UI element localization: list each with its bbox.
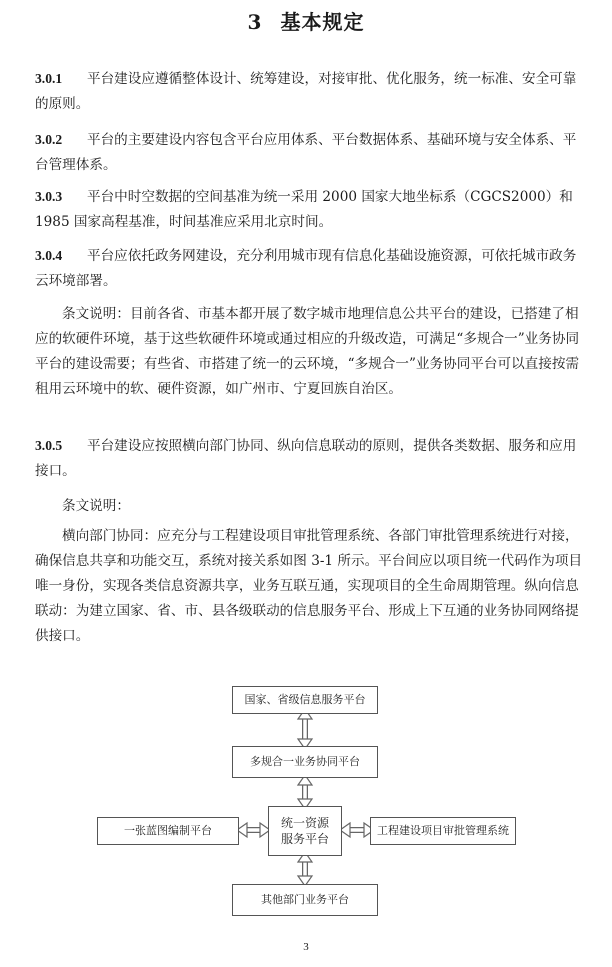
arrow-center-bottom — [298, 852, 312, 886]
arrow-top-upper — [298, 709, 312, 749]
clause-text: 平台的主要建设内容包含平台应用体系、平台数据体系、基础环境与安全体系、平台管理体系。 — [35, 132, 577, 173]
box-multi-plan-platform: 多规合一业务协同平台 — [232, 746, 378, 778]
clause-text: 平台应依托政务网建设，充分利用城市现有信息化基础设施资源，可依托城市政务云环境部署。 — [35, 248, 577, 289]
explanation-paragraph: 条文说明：目前各省、市基本都开展了数字城市地理信息公共平台的建设，已搭建了相应的软硬件环境，基于这些软硬件环境或通过相应的升级改造，可满足“多规合一”业务协同平台的建设需要；有些省、市搭建了统一的云环境，“多规合一”业务协同平台可以直接按需租用云环境中的软、硬件资源，如广州市、宁夏回族自治区。 — [35, 306, 580, 397]
clause-text: 平台建设应按照横向部门协同、纵向信息联动的原则，提供各类数据、服务和应用接口。 — [35, 438, 577, 479]
clause-text: 平台中时空数据的空间基准为统一采用 2000 国家大地坐标系（CGCS2000）和 1985 国家高程基准，时间基准应采用北京时间。 — [35, 189, 573, 230]
explanation-label: 条文说明： — [62, 498, 130, 514]
page-number: 3 — [303, 941, 309, 953]
clause-text: 平台建设应遵循整体设计、统筹建设，对接审批、优化服务，统一标准、安全可靠的原则。 — [35, 71, 577, 112]
center-line-2: 服务平台 — [280, 832, 329, 846]
clause-number: 3.0.3 — [35, 189, 63, 204]
clause-number: 3.0.4 — [35, 248, 63, 263]
box-national-provincial-platform: 国家、省级信息服务平台 — [232, 686, 378, 714]
arrow-center-right — [340, 823, 374, 837]
center-line-1: 统一资源 — [280, 816, 329, 830]
box-blueprint-platform: 一张蓝图编制平台 — [97, 817, 239, 845]
arrow-left-center — [237, 823, 270, 837]
clause-number: 3.0.2 — [35, 132, 63, 147]
section-number: 3 — [247, 10, 263, 34]
box-unified-resource-platform — [268, 806, 342, 856]
clause-number: 3.0.5 — [35, 438, 63, 453]
box-other-department-platform: 其他部门业务平台 — [232, 884, 378, 916]
clause-number: 3.0.1 — [35, 71, 63, 86]
explanation-body: 横向部门协同：应充分与工程建设项目审批管理系统、各部门审批管理系统进行对接，确保信息共享和功能交互，系统对接关系如图 3-1 所示。平台间应以项目统一代码作为项目唯一身份，实现各类信息资源共享，业务互联互通，实现项目的全生命周期管理。纵向信息联动：为建立国家、省、市、县各级联动的信息服务平台、形成上下互通的业务协同网络提供接口。 — [35, 528, 583, 644]
arrow-upper-center — [298, 775, 312, 809]
box-project-approval-system: 工程建设项目审批管理系统 — [370, 817, 516, 845]
section-title-text: 基本规定 — [280, 10, 365, 34]
